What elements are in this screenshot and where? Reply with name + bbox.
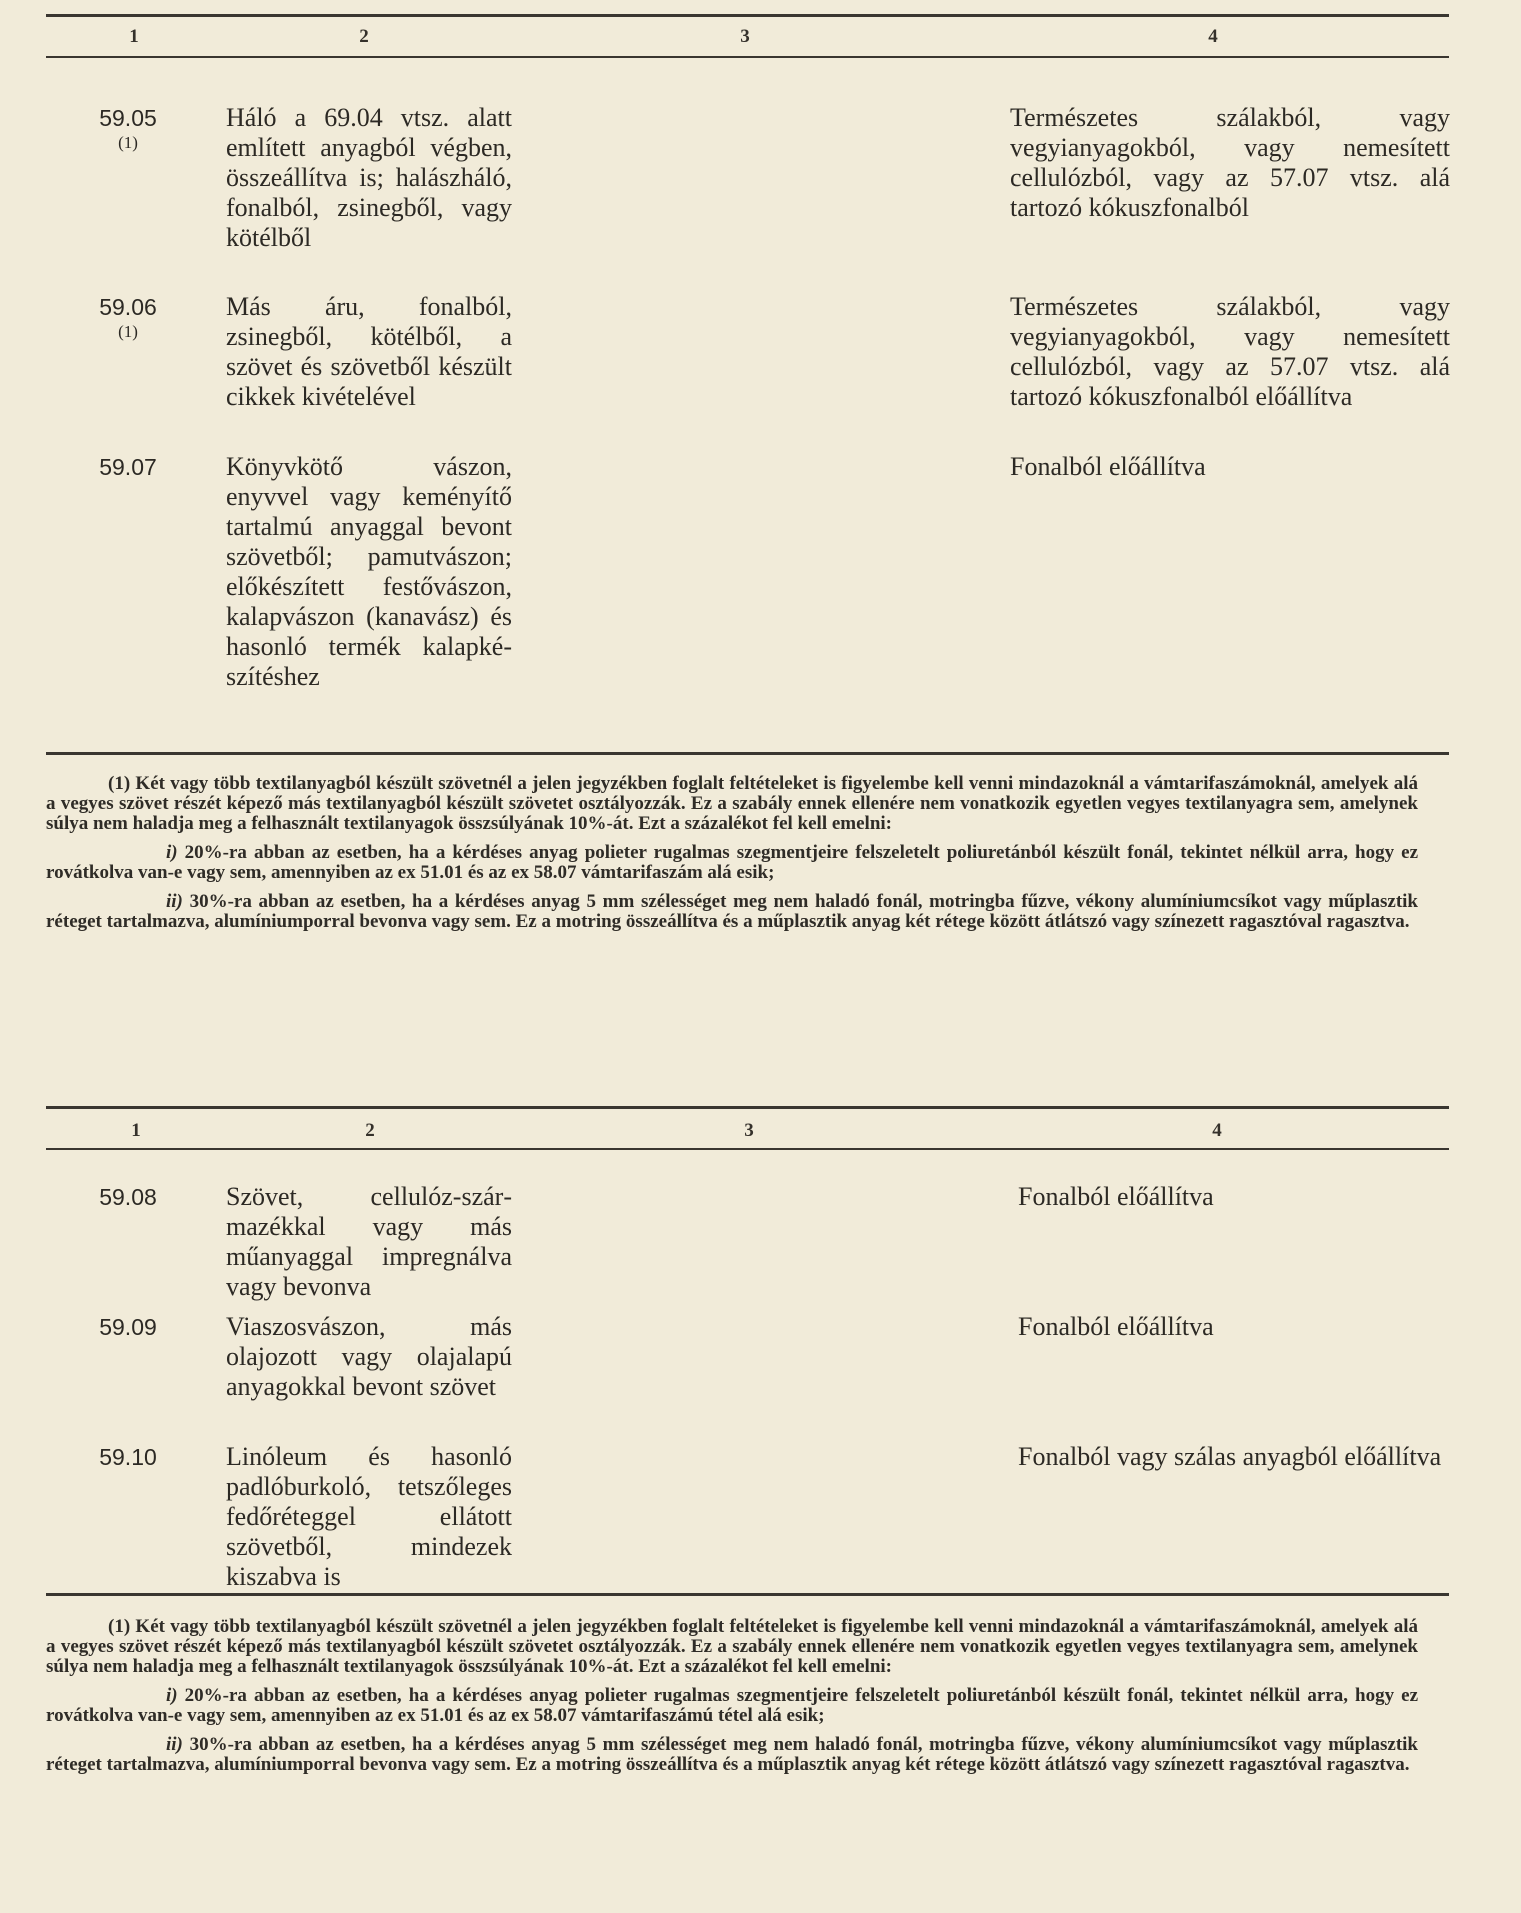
footnote-main: (1) Két vagy több textilanyagból készült szövetnél a jelen jegyzékben foglalt feltételeket is figyelembe kell venni mindazoknál a vámtarifaszámoknál, amelyek alá a vegyes szövet részét képező más textilanyagból készült szövetet osztályozzák. Ez a szabály ennek ellenére nem vonatkozik egyetlen vegyes textilanyagra sem, amelynek súlya nem haladja meg a felhasznált textilanyagok összsúlyának 10%-át. Ezt a százalékot fel kell emelni:	[46, 1616, 1418, 1677]
column-header-4: 4	[1212, 1120, 1222, 1141]
tariff-code: 59.05 (1)	[88, 104, 168, 154]
table-bottom-rule	[46, 752, 1449, 755]
origin-condition: Természetes szálakból, vagy vegyianyagokból, vagy nemesített cellulózból, vagy az 57.07 vtsz. alá tartozó kókuszfonalból	[1010, 103, 1450, 222]
tariff-code: 59.08	[99, 1184, 157, 1210]
tariff-code: 59.09	[99, 1314, 157, 1340]
tariff-code: 59.07	[99, 454, 157, 480]
origin-condition: Fonalból előállítva	[1010, 452, 1206, 481]
table-bottom-rule	[46, 1593, 1449, 1596]
origin-condition: Fonalból vagy szálas anyagból előállítva	[1018, 1442, 1442, 1471]
footnote	[46, 1617, 1418, 1775]
origin-condition: Fonalból előállítva	[1018, 1182, 1214, 1211]
goods-description: Viaszosvászon, más olajozott vagy olajalapú anyagokkal bevont szövet	[226, 1312, 512, 1401]
footnote-item-i: i) 20%-ra abban az esetben, ha a kérdéses anyag polieter rugalmas szegmentjeire felszeletelt poliuretánból készült fonál, tekintet nélkül arra, hogy ez rovátkolva van-e vagy sem, amennyiben az ex 51.01 és az ex 58.07 vámtarifaszámú tétel alá esik;	[46, 1685, 1418, 1726]
footnote-ref: (1)	[118, 133, 138, 152]
goods-description: Linóleum és hasonló padlóburkoló, tetszőleges fedőréteggel ellátott szövetből, mindezek kiszabva is	[226, 1442, 512, 1591]
footnote-item-i: i) 20%-ra abban az esetben, ha a kérdéses anyag polieter rugalmas szegmentjeire felszeletelt poliuretánból készült fonál, tekintet nélkül arra, hogy ez rovátkolva van-e vagy sem, amennyiben az ex 51.01 és az ex 58.07 vámtarifaszám alá esik;	[46, 842, 1418, 883]
footnote	[46, 774, 1418, 932]
header-bottom-rule	[46, 56, 1449, 58]
column-header-row	[0, 1120, 1521, 1144]
column-header-3: 3	[740, 26, 750, 47]
origin-condition: Fonalból előállítva	[1018, 1312, 1214, 1341]
footnote-main: (1) Két vagy több textilanyagból készült szövetnél a jelen jegyzékben foglalt feltételeket is figyelembe kell venni mindazoknál a vámtarifaszámoknál, amelyek alá a vegyes szövet részét képező más textilanyagból készült szövetet osztályozzák. Ez a szabály ennek ellenére nem vonatkozik egyetlen vegyes textilanyagra sem, amelynek súlya nem haladja meg a felhasznált textilanyagok összsúlyának 10%-át. Ezt a százalékot fel kell emelni:	[46, 773, 1418, 834]
goods-description: Háló a 69.04 vtsz. alatt említett anyagból végben, összeállítva is; halászháló, fonalból, zsinegből, vagy kötélből	[226, 103, 512, 252]
header-bottom-rule	[46, 1148, 1449, 1150]
table-top-rule	[46, 1106, 1449, 1109]
footnote-ref: (1)	[118, 322, 138, 341]
table-top-rule	[46, 14, 1449, 17]
column-header-1: 1	[129, 26, 139, 47]
goods-description: Más áru, fonalból, zsinegből, kötélből, a szövet és szövetből készült cikkek kivételével	[226, 292, 512, 411]
footnote-item-ii: ii) 30%-ra abban az esetben, ha a kérdéses anyag 5 mm szélességet meg nem haladó fonál, motringba fűzve, vékony alumíniumcsíkot vagy műplasztik réteget tartalmazva, alumíniumporral bevonva vagy sem. Ez a motring összeállítva és a műplasztik anyag két rétege között átlátszó vagy színezett ragasztóval ragasztva.	[46, 1734, 1418, 1775]
footnote-item-ii: ii) 30%-ra abban az esetben, ha a kérdéses anyag 5 mm szélességet meg nem haladó fonál, motringba fűzve, vékony alumíniumcsíkot vagy műplasztik réteget tartalmazva, alumíniumporral bevonva vagy sem. Ez a motring összeállítva és a műplasztik anyag két rétege között átlátszó vagy színezett ragasztóval ragasztva.	[46, 891, 1418, 932]
tariff-code: 59.06 (1)	[88, 293, 168, 343]
tariff-code: 59.10	[99, 1444, 157, 1470]
origin-condition: Természetes szálakból, vagy vegyianyagokból, vagy nemesített cellulózból, vagy az 57.07 vtsz. alá tartozó kókuszfonalból előállítva	[1010, 292, 1450, 411]
goods-description: Könyvkötő vászon, enyvvel vagy keményítő tartalmú anyaggal bevont szövetből; pamutvászon; előkészített festővászon, kalapvászon (kanavász) és hasonló termék kalapkészítéshez	[226, 452, 512, 691]
column-header-1: 1	[131, 1120, 141, 1141]
column-header-2: 2	[359, 26, 369, 47]
column-header-row	[0, 26, 1521, 50]
goods-description: Szövet, cellulóz-származékkal vagy más műanyaggal impregnálva vagy bevonva	[226, 1182, 512, 1301]
column-header-4: 4	[1208, 26, 1218, 47]
column-header-2: 2	[365, 1120, 375, 1141]
column-header-3: 3	[744, 1120, 754, 1141]
